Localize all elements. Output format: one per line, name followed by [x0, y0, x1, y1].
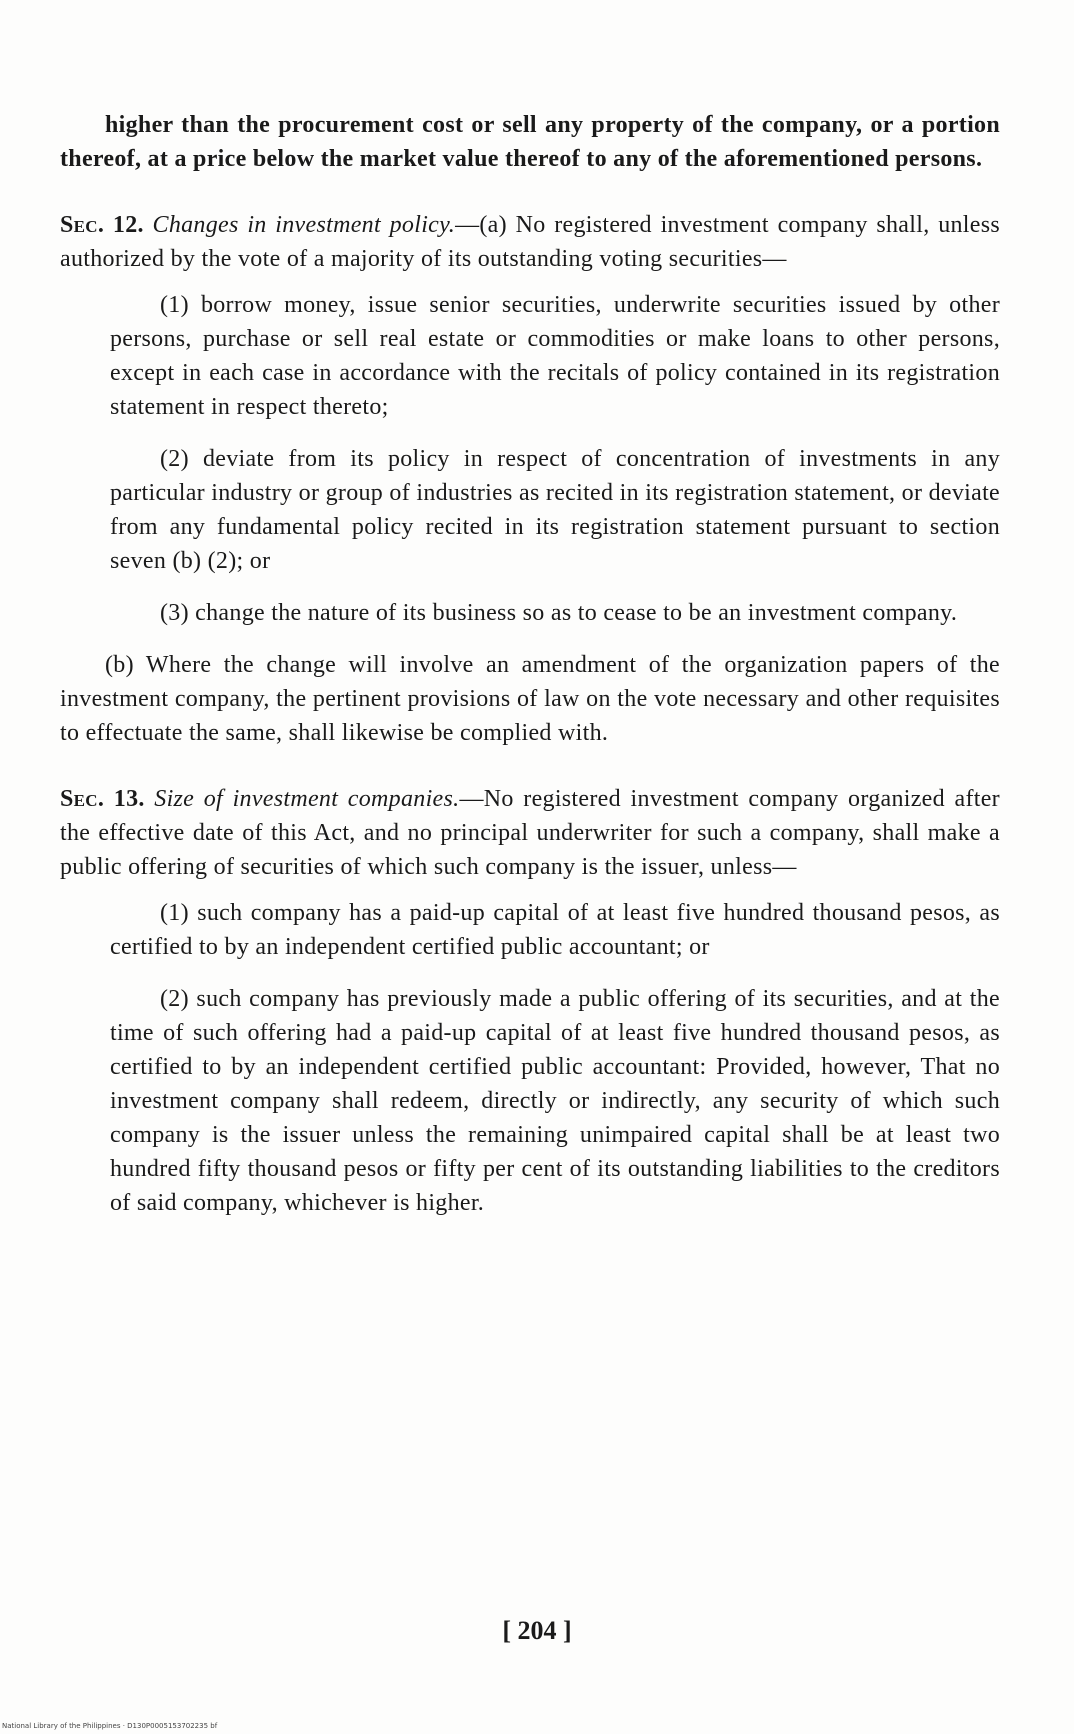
section-13-heading — [60, 782, 1000, 884]
page-body — [60, 108, 1000, 1238]
section-12-item-3: (3) change the nature of its business so as to cease to be an investment company. — [160, 600, 958, 626]
section-12-item-1: (1) borrow money, issue senior securities, underwrite securities issued by other persons, purchase or sell real estate or commodities or make loans to other persons, except in each case in accordance with the recitals of policy contained in its registration statement in respect thereto; — [110, 292, 1000, 420]
section-13-label: Sec. — [60, 786, 105, 812]
section-12-subsection-b: (b) Where the change will involve an amendment of the organization papers of the investment company, the pertinent provisions of law on the vote necessary and other requisites to effectuate the same, shall likewise be complied with. — [60, 652, 1000, 746]
section-12-number: 12. — [112, 212, 144, 238]
section-12-heading — [60, 208, 1000, 276]
section-13-item-1: (1) such company has a paid-up capital of at least five hundred thousand pesos, as certified to by an independent certified public accountant; or — [110, 900, 1000, 960]
section-13-number: 13. — [113, 786, 145, 812]
section-13-title: Size of investment companies. — [154, 786, 460, 812]
section-12-title: Changes in investment policy. — [152, 212, 456, 238]
section-12-lead: —(a) No registered investment company shall, unless authorized by the vote of a majority of its outstanding voting securities— — [60, 212, 1000, 272]
section-12-label: Sec. — [60, 212, 105, 238]
opening-paragraph: higher than the procurement cost or sell any property of the company, or a portion thereof, at a price below the market value thereof to any of the aforementioned persons. — [60, 112, 1000, 172]
page-number: [ 204 ] — [502, 1616, 572, 1645]
section-13-item-2: (2) such company has previously made a public offering of its securities, and at the time of such offering had a paid-up capital of at least five hundred thousand pesos, as certified to by an independent certified public accountant: Provided, however, That no investment company shall redeem, directly or indirectly, any security of which such company is the issuer unless the remaining unimpaired capital shall be at least two hundred fifty thousand pesos or fifty per cent of its outstanding liabilities to the creditors of said company, whichever is higher. — [110, 986, 1000, 1216]
section-13-lead: —No registered investment company organized after the effective date of this Act, and no principal underwriter for such a company, shall make a public offering of securities of which such company is the issuer, unless— — [60, 786, 1000, 880]
section-12-item-2: (2) deviate from its policy in respect of concentration of investments in any particular industry or group of industries as recited in its registration statement, or deviate from any fundamental policy recited in its registration statement pursuant to section seven (b) (2); or — [110, 446, 1000, 574]
archive-footer: National Library of the Philippines · D130P0005153702235 bf — [2, 1722, 218, 1730]
